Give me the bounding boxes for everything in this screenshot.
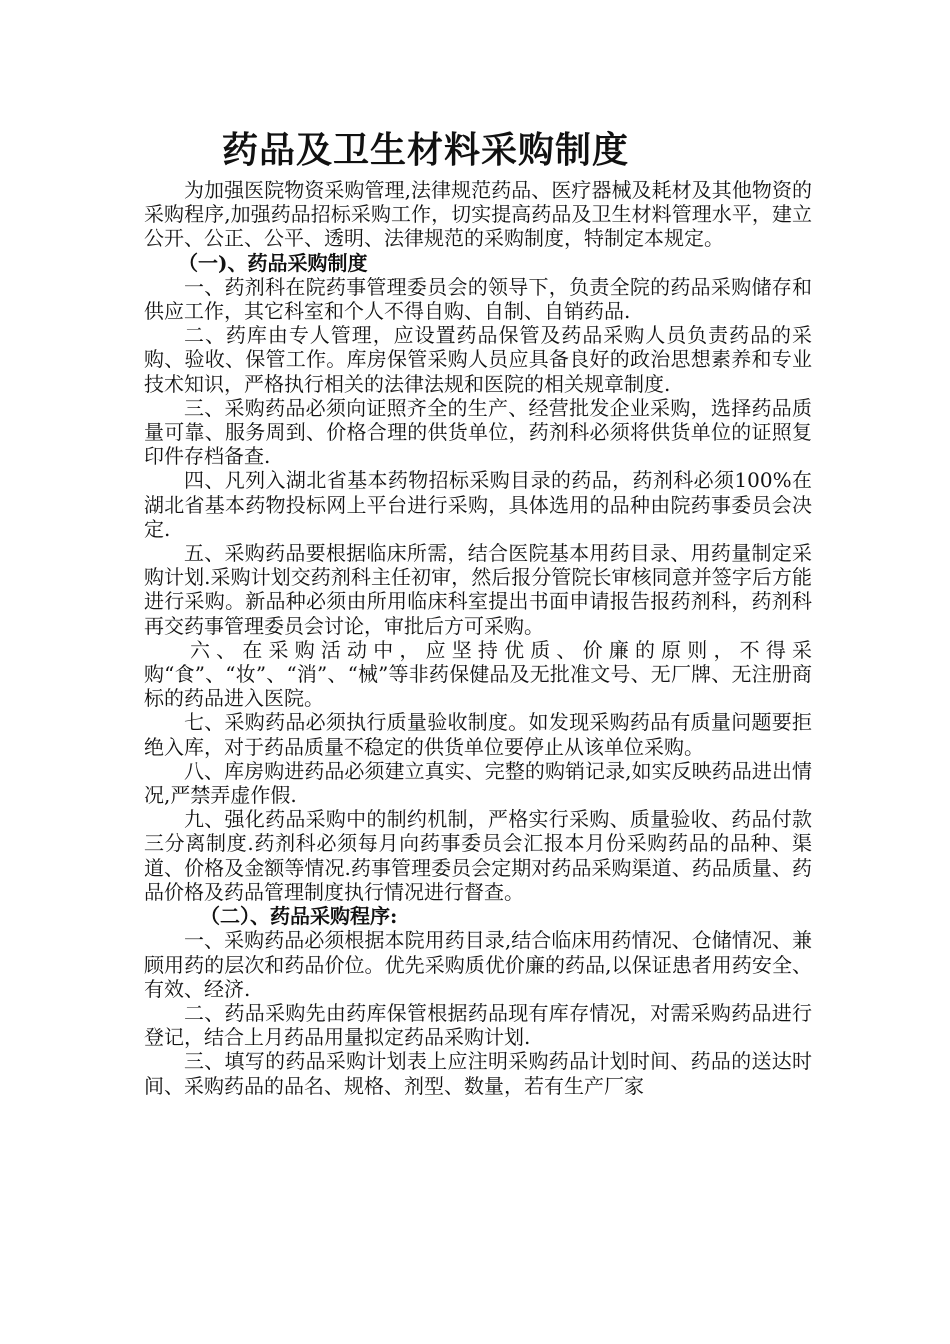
- section1-item-5: 五、采购药品要根据临床所需，结合医院基本用药目录、用药量制定采购计划.采购计划交药剂科主任初审，然后报分管院长审核同意并签字后方能进行采购。新品种必须由所用临床科室提出书面申请报告报药剂科，药剂科再交药事管理委员会讨论，审批后方可采购。: [144, 541, 812, 638]
- section1-item-9: 九、强化药品采购中的制约机制，严格实行采购、质量验收、药品付款三分离制度.药剂科必须每月向药事委员会汇报本月份采购药品的品种、渠道、价格及金额等情况.药事管理委员会定期对药品采购渠道、药品质量、药品价格及药品管理制度执行情况进行督查。: [144, 807, 812, 904]
- section1-item-7: 七、采购药品必须执行质量验收制度。如发现采购药品有质量问题要拒绝入库，对于药品质量不稳定的供货单位要停止从该单位采购。: [144, 710, 812, 759]
- section2-item-3: 三、填写的药品采购计划表上应注明采购药品计划时间、药品的送达时间、采购药品的品名、规格、剂型、数量，若有生产厂家: [144, 1049, 812, 1098]
- section2-heading: （二）、药品采购程序:: [200, 904, 398, 929]
- section1-item-6: 六、在采购活动中，应坚持优质、价廉的原则，不得采购“食”、“妆”、“消”、“械”等非药保健品及无批准文号、无厂牌、无注册商标的药品进入医院。: [144, 637, 812, 711]
- section1-item-4: 四、凡列入湖北省基本药物招标采购目录的药品，药剂科必须100%在湖北省基本药物投标网上平台进行采购，具体选用的品种由院药事委员会决定.: [144, 468, 812, 541]
- document-body: [144, 128, 812, 1098]
- section1-heading: （一)、药品采购制度: [178, 250, 368, 275]
- section1-item-1: 一、药剂科在院药事管理委员会的领导下，负责全院的药品采购储存和供应工作，其它科室和个人不得自购、自制、自销药品.: [144, 274, 812, 324]
- intro-paragraph: 为加强医院物资采购管理,法律规范药品、医疗器械及耗材及其他物资的采购程序,加强药品招标采购工作，切实提高药品及卫生材料管理水平，建立公开、公正、公平、透明、法律规范的采购制度，特制定本规定。: [144, 178, 812, 251]
- section2-item-1: 一、采购药品必须根据本院用药目录,结合临床用药情况、仓储情况、兼顾用药的层次和药品价位。优先采购质优价廉的药品,以保证患者用药安全、有效、经济.: [144, 928, 812, 1001]
- section1-item-2: 二、药库由专人管理，应设置药品保管及药品采购人员负责药品的采购、验收、保管工作。库房保管采购人员应具备良好的政治思想素养和专业技术知识，严格执行相关的法律法规和医院的相关规章制度.: [144, 323, 812, 396]
- section2-item-2: 二、药品采购先由药库保管根据药品现有库存情况，对需采购药品进行登记，结合上月药品用量拟定药品采购计划.: [144, 1000, 812, 1050]
- section1-item-8: 八、库房购进药品必须建立真实、完整的购销记录,如实反映药品进出情况,严禁弄虚作假.: [144, 758, 812, 808]
- document-title: 药品及卫生材料采购制度: [222, 130, 630, 171]
- section1-item-3: 三、采购药品必须向证照齐全的生产、经营批发企业采购，选择药品质量可靠、服务周到、价格合理的供货单位，药剂科必须将供货单位的证照复印件存档备查.: [144, 395, 812, 469]
